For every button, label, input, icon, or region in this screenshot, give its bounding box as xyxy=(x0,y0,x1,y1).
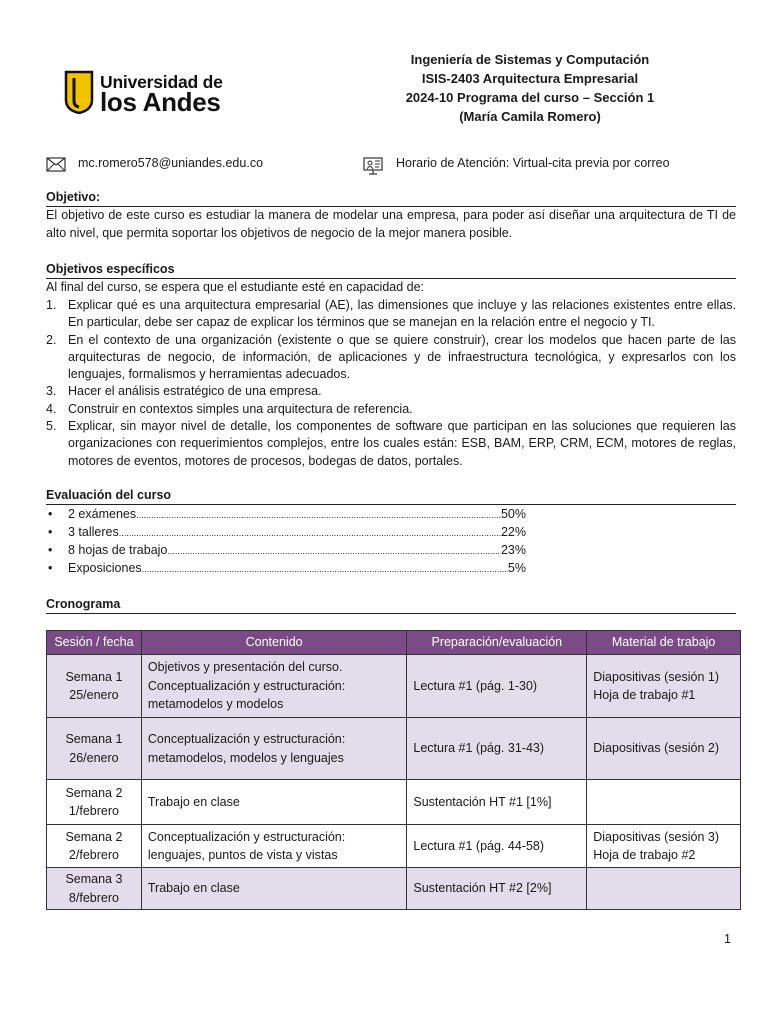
evaluation-list xyxy=(46,505,526,577)
content-cell: Trabajo en clase xyxy=(141,780,406,825)
content-cell: Conceptualización y estructuración: metamodelos, modelos y lenguajes xyxy=(141,718,406,780)
schedule-title: Cronograma xyxy=(46,596,736,614)
session-cell: Semana 3 8/febrero xyxy=(47,868,142,910)
session-cell: Semana 1 26/enero xyxy=(47,718,142,780)
specific-objectives-title: Objetivos específicos xyxy=(46,261,736,279)
university-logo xyxy=(64,70,223,117)
prep-cell: Sustentación HT #1 [1%] xyxy=(407,780,587,825)
list-item: 3. Hacer el análisis estratégico de una empresa. xyxy=(46,384,322,399)
evaluation-item: • 2 exámenes ..... 50% xyxy=(46,505,526,523)
page-number: 1 xyxy=(724,932,731,946)
material-cell xyxy=(587,780,741,825)
table-header-row xyxy=(47,631,741,655)
schedule-table xyxy=(46,630,741,910)
table-row xyxy=(47,655,741,718)
specific-objectives-intro: Al final del curso, se espera que el estudiante esté en capacidad de: xyxy=(46,280,425,294)
table-row xyxy=(47,780,741,825)
table-row xyxy=(47,718,741,780)
material-cell: Diapositivas (sesión 3) Hoja de trabajo #2 xyxy=(587,825,741,868)
logo-line-2: los Andes xyxy=(100,87,221,117)
column-header: Sesión / fecha xyxy=(47,631,142,655)
prep-cell: Lectura #1 (pág. 31-43) xyxy=(407,718,587,780)
header-course: ISIS-2403 Arquitectura Empresarial xyxy=(421,71,639,86)
material-cell xyxy=(587,868,741,910)
table-row xyxy=(47,825,741,868)
content-cell: Objetivos y presentación del curso. Conceptualización y estructuración: metamodelos y modelos xyxy=(141,655,406,718)
material-cell: Diapositivas (sesión 2) xyxy=(587,718,741,780)
list-item: 2. En el contexto de una organización (existente o que se quiere construir), crear los modelos que hacen parte de las arquitecturas de negocio, de información, de aplicaciones y de infraestructura tecnológica, y expresarlos con los lenguajes, formalismos y herramientas adecuados. xyxy=(46,332,736,382)
mail-icon xyxy=(46,157,66,172)
specific-objectives-list xyxy=(46,297,736,470)
session-cell: Semana 1 25/enero xyxy=(47,655,142,718)
header-program: 2024-10 Programa del curso – Sección 1 xyxy=(405,90,655,105)
prep-cell: Lectura #1 (pág. 1-30) xyxy=(407,655,587,718)
material-cell: Diapositivas (sesión 1) Hoja de trabajo #1 xyxy=(587,655,741,718)
list-item: 1. Explicar qué es una arquitectura empresarial (AE), las dimensiones que incluye y las relaciones existentes entre ellas. En particular, debe ser capaz de explicar los términos que se manejan en la relación entre el negocio y TI. xyxy=(46,298,736,330)
session-cell: Semana 2 1/febrero xyxy=(47,780,142,825)
column-header: Material de trabajo xyxy=(587,631,741,655)
prep-cell: Lectura #1 (pág. 44-58) xyxy=(407,825,587,868)
evaluation-item: • 3 talleres ..... 22% xyxy=(46,523,526,541)
office-hours-icon xyxy=(363,157,383,175)
logo-line-1: Universidad de xyxy=(100,72,223,92)
table-row xyxy=(47,868,741,910)
objective-text: El objetivo de este curso es estudiar la manera de modelar una empresa, para poder así diseñar una arquitectura de TI de alto nivel, que permita soportar los objetivos de negocio de la mejor manera posible. xyxy=(46,208,736,240)
header-department: Ingeniería de Sistemas y Computación xyxy=(410,52,650,67)
prep-cell: Sustentación HT #2 [2%] xyxy=(407,868,587,910)
column-header: Preparación/evaluación xyxy=(407,631,587,655)
course-header xyxy=(330,50,730,126)
session-cell: Semana 2 2/febrero xyxy=(47,825,142,868)
content-cell: Trabajo en clase xyxy=(141,868,406,910)
office-hours: Horario de Atención: Virtual-cita previa por correo xyxy=(396,156,670,170)
list-item: 4. Construir en contextos simples una arquitectura de referencia. xyxy=(46,401,413,416)
evaluation-item: • 8 hojas de trabajo ..... 23% xyxy=(46,541,526,559)
header-instructor: (María Camila Romero) xyxy=(459,109,601,124)
objective-title: Objetivo: xyxy=(46,189,736,207)
evaluation-title: Evaluación del curso xyxy=(46,487,736,505)
instructor-email[interactable]: mc.romero578@uniandes.edu.co xyxy=(78,156,264,170)
content-cell: Conceptualización y estructuración: lenguajes, puntos de vista y vistas xyxy=(141,825,406,868)
los-andes-shield-icon xyxy=(64,70,94,114)
list-item: 5. Explicar, sin mayor nivel de detalle, los componentes de software que participan en las soluciones que requieren las organizaciones con requerimientos complejos, entre los cuales están: ESB, BAM, ERP, CRM, ECM, motores de reglas, motores de eventos, motores de procesos, bodegas de datos, portales. xyxy=(46,419,736,468)
column-header: Contenido xyxy=(141,631,406,655)
evaluation-item: • Exposiciones ..... 5% xyxy=(46,559,526,577)
